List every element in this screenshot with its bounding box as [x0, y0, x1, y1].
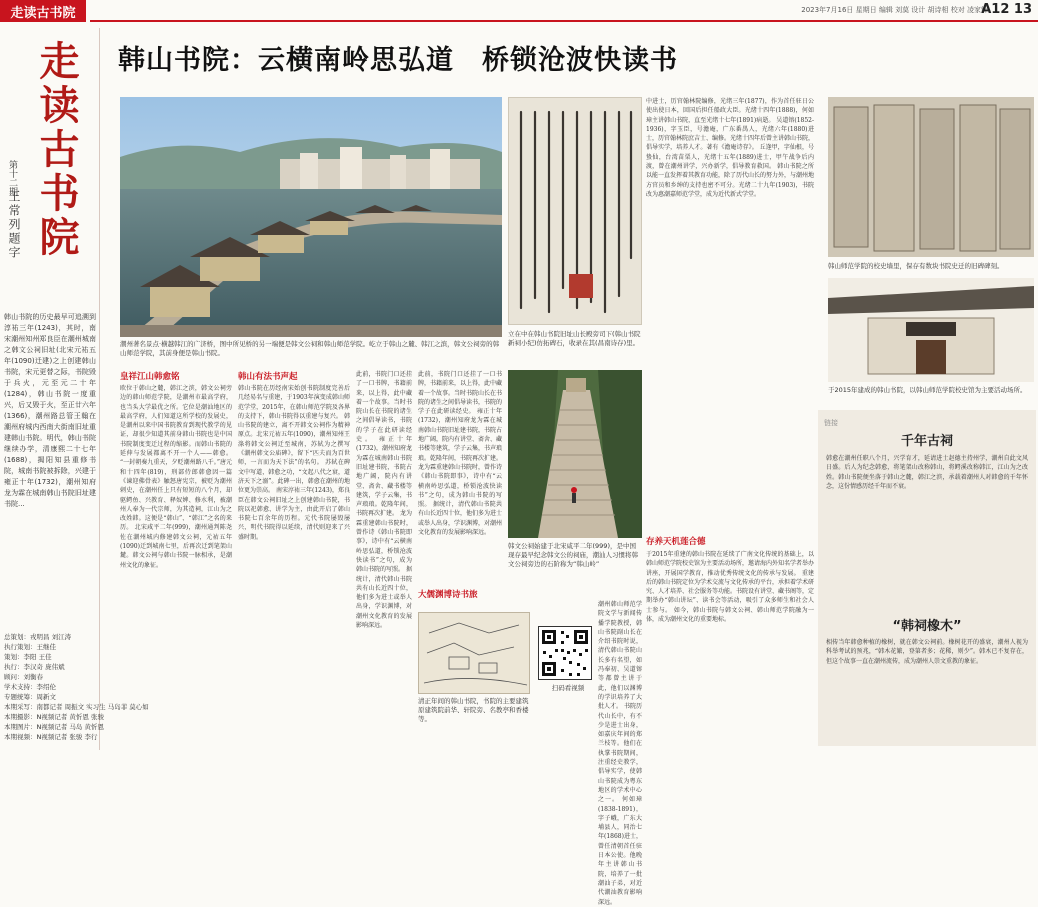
calligraphy-signature: 王常列题字	[7, 190, 21, 260]
section-tag: 走读古书院	[0, 0, 86, 22]
bridge-photo-caption: 潮州著名景点·横越韩江的广济桥，图中所见桥的另一端便是韩文公祠和韩山师范学院。屹立于韩山之麓、韩江之滨，韩文公祠旁的韩山师范学院，其前身便是韩山书院。	[120, 340, 500, 357]
body-column-3a: 此前，书院门口还挂了一口书牌，书籍前来，以上得，此中藏着一个故事。当时书院山长在书院的诸生之间倡导读书，书院的学子在此研读经史。 雍正十年(1732)，潮州知府龙为霖在城南韩山书院旧址建书院，书院占地广阔，院内有讲堂、斋舍、藏书楼等建筑，学子云集，书声琅琅。乾隆年间，书院再次扩建。 龙为霖重建韩山书院时，曾作诗《韩山书院即事》，诗中有“云横南岭思弘道，桥锁沧波快读书”之句，成为韩山书院的写照。 据统计，清代韩山书院共有山长近四十位，他们多为进士或举人出身，学识渊博，对潮州文化教育的发展影响深远。	[356, 371, 412, 630]
credit-line: 总策划：戎明昌 刘江涛	[4, 633, 72, 641]
sidebar-title-2: “韩祠橡木”	[892, 619, 962, 634]
page-number: A12 13	[981, 2, 1032, 17]
body-column-6: 于2015年重建的韩山书院在延续了广南文化传统的基础上，以韩山师范学院校史馆为主要活动场所，邀请海内外知名学者举办讲座，开展国学教育，推动优秀传统文化的传承与发展。 重建后的韩山书院定位为学术交流与文化传承的平台，承担着学术研究、人才培养、社会服务等功能。书院设有讲堂、藏书阁等，定期举办“韩山讲坛”、读书会等活动，吸引了众多师生和社会人士参与。 如今，韩山书院与韩文公祠、韩山师范学院融为一体，成为潮州文化的重要地标。	[646, 551, 815, 624]
qr-code[interactable]	[538, 626, 592, 680]
top-bar	[0, 0, 1038, 22]
credit-line: 学术支持：李绍伦	[4, 683, 56, 691]
credit-line: 顾问：刘衡春	[4, 673, 43, 681]
sidebar-label: 链接	[824, 419, 838, 427]
stele-rubbing-photo	[508, 97, 642, 325]
academy-gate-photo	[828, 278, 1034, 382]
sidebar-text-2: 相传当年韩愈种植的橡树，就在韩文公祠前。橡树花开的盛衰，潮州人视为科举考试的预兆，“韩木花繁，登第者多；花稀，则少”。韩木已不复存在，但这个故事一直在潮州流传，成为潮州人崇文重教的象征。	[826, 639, 1028, 665]
academy-gate-caption: 于2015年建成的韩山书院，以韩山师范学院校史馆为主要活动场所。	[828, 386, 1027, 394]
stele-wall-caption: 韩山师范学院的校史墙里，保存有数块书院史迁的旧碑碑刻。	[828, 262, 1004, 270]
credit-line: 执行：李汉奇 庞伟斌	[4, 663, 65, 671]
body-column-2: 韩山书院在历经南宋始创书院制度完善后几经易名与重建，于1903年演变成韩山师范学堂，2015年，在韩山师范学院及各界的支持下，韩山书院得以重建与复兴。 韩山书院的建立，离不开韩文公祠作为精神原点。北宋元祐五年(1090)，潮州知州王涤将韩文公祠迁至城南，苏轼为之撰写《潮州韩文公庙碑》，留下“匹夫而为百世师，一言而为天下法”的名句。 苏轼在碑文中写道，韩愈之功，“文起八代之衰，道济天下之溺”。此碑一出，韩愈在潮州的地位更为崇高。 南宋淳祐三年(1243)，郑良臣在韩文公祠旧址之上创建韩山书院，书院以祀韩愈、讲学为主，由此开启了韩山书院七百余年的历程。元代书院屡毁屡兴，明代书院得以延续，清代则迎来了兴盛时期。	[238, 385, 350, 541]
sidebar-title-1: 千年古祠	[900, 434, 953, 449]
stele-photo-caption: 立在中在韩山书院旧址山长殿旁司下(韩山书院新祠小纪)仿拓碑石，收录在其(昌南诗存)里。	[508, 330, 641, 347]
sidebar-text-1: 韩愈在潮州任职八个月，兴学育才，延请进士赵德主持州学，潮州自此文风日盛。后人为纪念韩愈，将笔架山改称韩山，将鳄溪改称韩江，江山为之改姓。韩山书院便坐落于韩山之麓，韩江之滨，承载着潮州人对韩愈的千年怀念，这份情感历经千年而不衰。	[826, 455, 1028, 490]
page-headline: 韩山书院：云横南岭思弘道 桥锁沧波快读书	[118, 45, 678, 76]
subhead-2: 韩山有法书声起	[238, 372, 298, 382]
credit-line: 策划：李阳 王佳	[4, 653, 52, 661]
issue-number: 第十二期	[7, 160, 17, 196]
link-sidebar	[818, 410, 1036, 746]
body-column-1: 欧位于韩山之麓，韩江之滨，韩文公祠旁边的韩山师范学院，是潮州市最高学府，也当头大学最优之所。它位是潮汕地区的最高学府，人们知道这所学校的发展史，是潮州以来中国书院教育到现代教学的见证，却很少知道其前身韩山书院也是中国书院制度变迁过程的缩影。而韩山书院的延伸与发展都离不开一个人——韩愈。 “一封朝奏九重天，夕贬潮州路八千。”唐元和十四年(819)，刑部侍郎韩愈因一篇《谏迎佛骨表》触怒唐宪宗，被贬为潮州刺史，在潮州任上只有短短的八个月，却驱鳄鱼、兴教育、释奴婢、修水利，被潮州人奉为一代宗师，为其造祠，江山为之改姓韩。这便是“韩山”、“韩江”之名的来历。 北宋咸平二年(999)，潮州通判陈尧佐在潮州城内修建韩文公祠，元祐五年(1090)迁到城南七里，后再次迁到笔架山麓。韩文公祠与韩山书院一脉相承，是潮州文化的象征。	[120, 385, 232, 569]
stele-wall-photo	[828, 97, 1034, 257]
credit-line: 本期摄影：N视频记者 黄忻恩 张骏	[4, 713, 104, 721]
stairs-photo	[508, 370, 642, 538]
map-caption: 清正年间的韩山书院，书院的主要建筑原建筑院前华、轩院旁、名教亭和香楼等。	[418, 697, 529, 723]
subhead-1: 皇祥江山韩愈铭	[120, 372, 180, 382]
body-column-5: 中进士，历官翰林院编修，光绪三年(1877)，作为首任驻日公使出使日本，回国后担任船政大臣。光绪十四年(1888)，何如璋主讲韩山书院，直至光绪十七年(1891)病逝。 吴道镕(1852-1936)，字玉臣，号澹庵，广东番禺人，光绪六年(1880)进士，历官翰林院庶吉士、编修。光绪十四年后曾主讲韩山书院，倡导实学，培养人才。著有《澹庵诗存》。 丘逢甲，字仙根，号蛰仙，台湾苗栗人，光绪十五年(1889)进士，甲午战争后内渡，曾在潮州讲学，兴办新学，倡导教育救国。 韩山书院之所以能一直发挥着其教育功能，除了历代山长的努力外，与潮州地方官员和乡绅的支持也密不可分。光绪二十九年(1903)，书院改为惠潮嘉师范学堂，成为近代新式学堂。	[646, 98, 815, 198]
credit-line: 执行策划：王继佳	[4, 643, 56, 651]
left-column	[0, 28, 149, 750]
credits	[4, 632, 149, 742]
credit-line: 本期图片：N视频记者 马岛 黄忻恩	[4, 723, 104, 731]
body-column-4: 潮州韩山师范学院文学与新闻传播学院教授，韩山书院副山长在介绍书院时说，清代韩山书院山长多有名望，如冯奉初、吴道镕等都曾主讲于此，他们以渊博的学识培养了大批人才。 书院历代山长中，有不少是进士出身，如嘉庆年间的郑兰枝等。他们在执掌书院期间，注重经史教学，倡导实学，使韩山书院成为粤东地区的学术中心之一。 何如璋(1838-1891)，字子峨，广东大埔县人，同治七年(1868)进士，曾任清朝首任驻日本公使。他晚年主讲韩山书院，培养了一批潮汕子弟，对近代潮汕教育影响深远。	[598, 601, 642, 906]
historical-map	[418, 612, 530, 694]
subhead-4: 存养天机莲合德	[646, 537, 706, 547]
body-column-3: 此前，书院门口还挂了一口书牌，书籍前来，以上得，此中藏着一个故事。当时书院山长在书院的诸生之间倡导读书，书院的学子在此研读经史。 雍正十年(1732)，潮州知府龙为霖在城南韩山书院旧址建书院，书院占地广阔，院内有讲堂、斋舍、藏书楼等建筑，学子云集，书声琅琅。乾隆年间，书院再次扩建。 龙为霖重建韩山书院时，曾作诗《韩山书院即事》，诗中有“云横南岭思弘道，桥锁沧波快读书”之句，成为韩山书院的写照。 据统计，清代韩山书院共有山长近四十位，他们多为进士或举人出身，学识渊博，对潮州文化教育的发展影响深远。	[418, 371, 503, 537]
qr-caption: 扫码看视频	[551, 684, 585, 692]
masthead	[7, 40, 98, 308]
credit-line: 专题统筹：周新文	[4, 693, 56, 701]
dateline: 2023年7月16日 星期日 编辑 刘莫 设计 胡诗相 校对 凌家辉	[801, 6, 988, 14]
bridge-photo	[120, 97, 502, 337]
top-rule	[90, 20, 1038, 22]
masthead-title: 走读古书院	[33, 40, 80, 260]
stairs-photo-caption: 韩文公祠始建于北宋咸平二年(999)，是中国现存最早纪念韩文公的祠庙，潮汕人习惯将韩文公祠旁边的石阶称为“韩山岭”	[508, 542, 638, 568]
credit-line: 本期视频：N视频记者 张骏 李行	[4, 733, 98, 741]
lead-paragraph: 韩山书院的历史最早可追溯到淳祐三年(1243)，其时，南宋潮州知州郑良臣在潮州城南之韩文公祠旧址(北宋元祐五年(1090)迁建)之上创建韩山书院，宋元更替之际，书院毁于兵火，元至元二十年(1284)，韩山书院一度重兴，后又毁于火，至正廿六年(1366)，潮州路总管王翰在潮州府城内西南大街南旧址重建韩山书院。明代，韩山书院继续办学，清康熙二十七年(1688)，揭阳知县重修书院，城南书院被拆除，兴建于雍正十年(1732)，潮州知府龙为霖在城南韩山书院旧址建书院...	[4, 313, 96, 508]
credit-line: 本期采写：南都记者 周振文 实习生 马岛菲 莫心如	[4, 703, 149, 711]
subhead-3: 大儒渊博诗书旅	[418, 590, 478, 600]
